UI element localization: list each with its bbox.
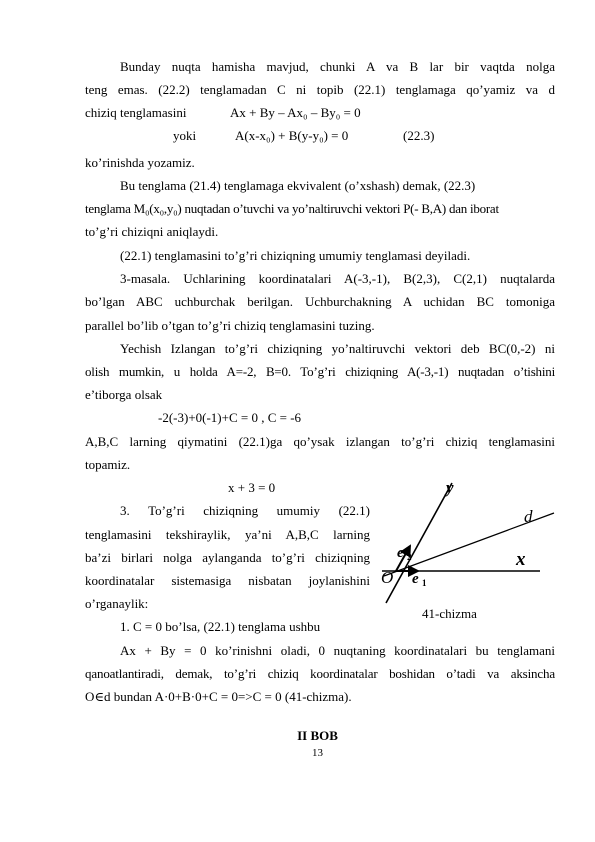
- e2-label: e: [397, 545, 404, 561]
- origin-label: O: [381, 568, 394, 587]
- text-line: Ax + By = 0 ko’rinishni oladi, 0 nuqtaning koordinatalari bu tenglamani: [120, 643, 555, 658]
- text-line: Bu tenglama (21.4) tenglamaga ekvivalent (o’xshash) demak, (22.3): [120, 178, 476, 193]
- e2-subscript: 2: [407, 552, 412, 562]
- text-line: o’rganaylik:: [85, 596, 149, 611]
- y-axis: [386, 483, 452, 603]
- text-line: to’g’ri chiziqni aniqlaydi.: [85, 224, 219, 239]
- text-line: parallel bo’lib o’tgan to’g’ri chiziq tenglamasini tuzing.: [85, 318, 375, 333]
- text-line: topamiz.: [85, 457, 131, 472]
- text-line: ba’zi birlari nolga aylanganda to’g’ri chiziqning: [85, 550, 370, 565]
- y-axis-label: y: [446, 478, 454, 497]
- text-line: tenglamasini tekshiraylik, ya’ni A,B,C larning: [85, 527, 370, 542]
- text-line: bo’lgan ABC uchburchak berilgan. Uchburchakning A uchidan BC tomoniga: [85, 294, 555, 309]
- text-line: O∈d bundan A·0+B·0+C = 0=>C = 0 (41-chizma).: [85, 689, 352, 704]
- text-line: (22.1) tenglamasini to’g’ri chiziqning umumiy tenglamasi deyiladi.: [120, 248, 471, 263]
- equation-number: (22.3): [403, 128, 435, 143]
- text-line: 3. To’g’ri chiziqning umumiy (22.1): [120, 503, 370, 518]
- text-line: 3-masala. Uchlarining koordinatalari A(-3,-1), B(2,3), C(2,1) nuqtalarda: [120, 271, 555, 286]
- equation: A(x-x₀) + B(y-y₀) = 0: [235, 128, 349, 143]
- e1-subscript: 1: [422, 578, 427, 588]
- text-line: koordinatalar sistemasiga nisbatan joylanishini: [85, 573, 370, 588]
- e1-label: e: [412, 571, 419, 587]
- figure-caption: 41-chizma: [422, 606, 477, 621]
- line-d-label: d: [524, 507, 533, 526]
- x-axis-label: x: [516, 549, 526, 570]
- equation: x + 3 = 0: [228, 480, 276, 495]
- text-span: chiziq tenglamasini: [85, 105, 187, 120]
- text-line: [85, 105, 555, 121]
- coordinate-figure: [378, 473, 558, 623]
- chapter-heading: II BOB: [297, 728, 338, 743]
- equation: Ax + By – Ax₀ – By₀ = 0: [230, 105, 361, 120]
- text-line: Bunday nuqta hamisha mavjud, chunki A va B lar bir vaqtda nolga: [120, 59, 555, 74]
- page-number: 13: [312, 747, 323, 759]
- text-line: Yechish Izlangan to’g’ri chiziqning yo’naltiruvchi vektori deb BC(0,-2) ni: [120, 341, 555, 356]
- text-line: e’tiborga olsak: [85, 387, 163, 402]
- text-line: ko’rinishda yozamiz.: [85, 155, 195, 170]
- text-line: A,B,C larning qiymatini (22.1)ga qo’ysak izlangan to’g’ri chiziq tenglamasini: [85, 434, 555, 449]
- text-line: qanoatlantiradi, demak, to’g’ri chiziq koordinatalar boshidan o’tadi va aksincha: [85, 666, 555, 681]
- text-line: teng emas. (22.2) tenglamadan C ni topib (22.1) tenglamaga qo’yamiz va d: [85, 82, 555, 97]
- text-line: olish mumkin, u holda A=-2, B=0. To’g’ri chiziqning A(-3,-1) nuqtadan o’tishini: [85, 364, 555, 379]
- text-span: yoki: [173, 128, 197, 143]
- equation: -2(-3)+0(-1)+C = 0 , C = -6: [158, 410, 302, 425]
- text-line: tenglama M₀(x₀,y₀) nuqtadan o’tuvchi va yo’naltiruvchi vektori P(- B,A) dan iborat: [85, 201, 499, 216]
- text-line: 1. C = 0 bo’lsa, (22.1) tenglama ushbu: [120, 619, 321, 634]
